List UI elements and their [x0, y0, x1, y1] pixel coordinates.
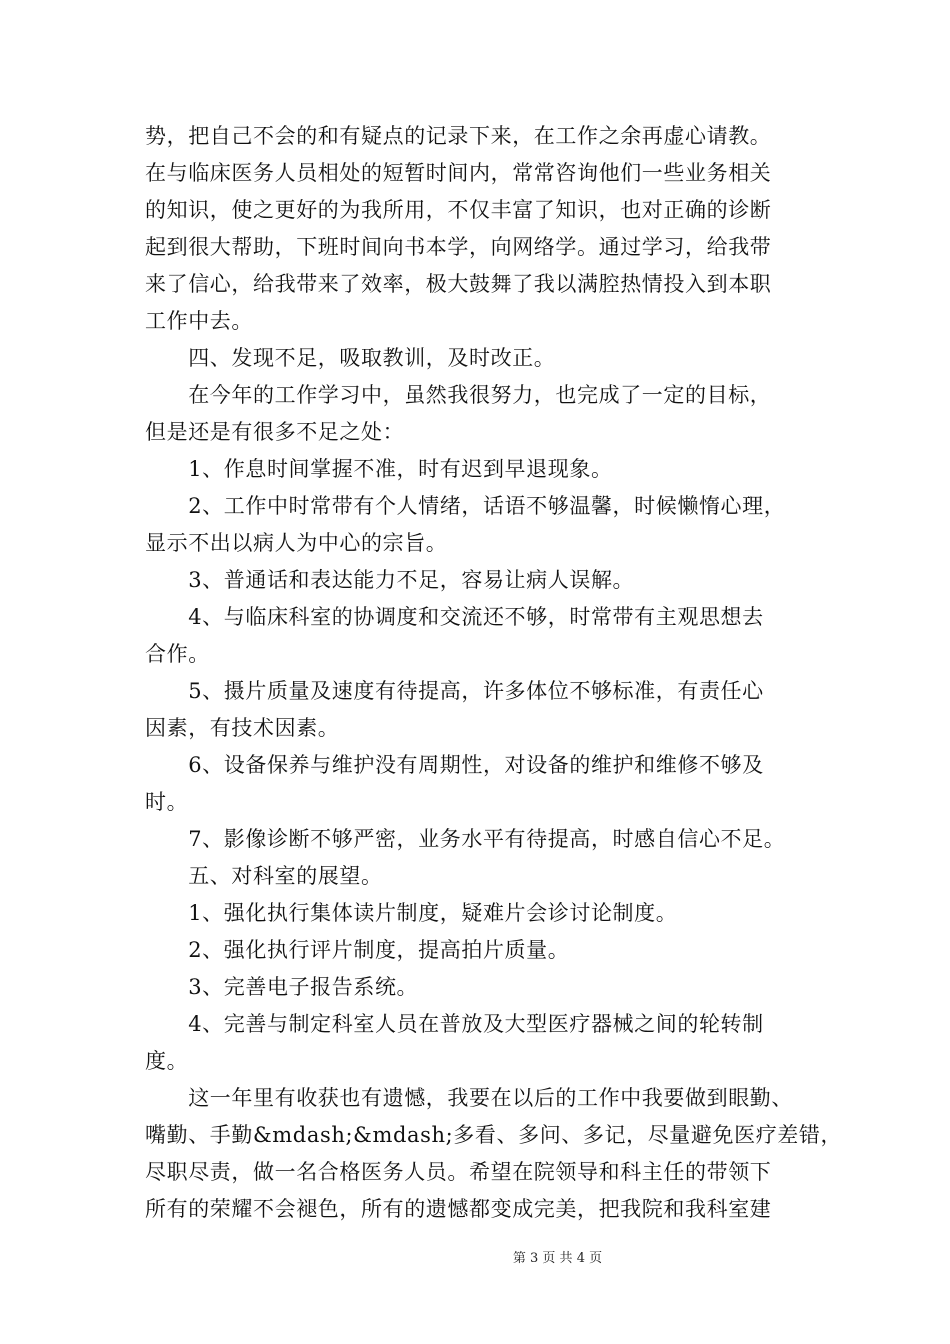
text-line: 来了信心，给我带来了效率，极大鼓舞了我以满腔热情投入到本职 — [145, 272, 772, 296]
text-line: 嘴勤、手勤&mdash;&mdash;多看、多问、多记，尽量避免医疗差错， — [145, 1123, 843, 1147]
text-line: 在与临床医务人员相处的短暂时间内，常常咨询他们一些业务相关 — [145, 161, 772, 185]
list-item: 6、设备保养与维护没有周期性，对设备的维护和维修不够及 — [145, 753, 764, 777]
text-line: 时。 — [145, 790, 189, 814]
page-number-footer: 第 3 页 共 4 页 — [512, 1251, 603, 1266]
section-heading: 四、发现不足，吸取教训，及时改正。 — [145, 346, 556, 370]
section-heading: 五、对科室的展望。 — [145, 864, 383, 888]
list-item: 3、普通话和表达能力不足，容易让病人误解。 — [145, 568, 635, 592]
list-item: 2、强化执行评片制度，提高拍片质量。 — [145, 938, 570, 962]
text-line: 合作。 — [145, 642, 210, 666]
text-line: 起到很大帮助，下班时间向书本学，向网络学。通过学习，给我带 — [145, 235, 772, 259]
text-line: 尽职尽责，做一名合格医务人员。希望在院领导和科主任的带领下 — [145, 1160, 772, 1184]
text-line: 在今年的工作学习中，虽然我很努力，也完成了一定的目标， — [145, 383, 772, 407]
text-line: 但是还是有很多不足之处： — [145, 420, 405, 444]
list-item: 1、作息时间掌握不准，时有迟到早退现象。 — [145, 457, 613, 481]
text-line: 度。 — [145, 1049, 189, 1073]
list-item: 2、工作中时常带有个人情绪，话语不够温馨，时候懒惰心理， — [145, 494, 786, 518]
list-item: 3、完善电子报告系统。 — [145, 975, 419, 999]
list-item: 4、完善与制定科室人员在普放及大型医疗器械之间的轮转制 — [145, 1012, 764, 1036]
list-item: 4、与临床科室的协调度和交流还不够，时常带有主观思想去 — [145, 605, 764, 629]
text-line: 显示不出以病人为中心的宗旨。 — [145, 531, 448, 555]
list-item: 7、影像诊断不够严密，业务水平有待提高，时感自信心不足。 — [145, 827, 786, 851]
text-line: 所有的荣耀不会褪色，所有的遗憾都变成完美，把我院和我科室建 — [145, 1197, 772, 1221]
text-line: 这一年里有收获也有遗憾，我要在以后的工作中我要做到眼勤、 — [145, 1086, 793, 1110]
text-line: 势，把自己不会的和有疑点的记录下来，在工作之余再虚心请教。 — [145, 124, 772, 148]
text-line: 工作中去。 — [145, 309, 253, 333]
text-line: 的知识，使之更好的为我所用，不仅丰富了知识，也对正确的诊断 — [145, 198, 772, 222]
list-item: 1、强化执行集体读片制度，疑难片会诊讨论制度。 — [145, 901, 678, 925]
text-line: 因素，有技术因素。 — [145, 716, 340, 740]
list-item: 5、摄片质量及速度有待提高，许多体位不够标准，有责任心 — [145, 679, 764, 703]
